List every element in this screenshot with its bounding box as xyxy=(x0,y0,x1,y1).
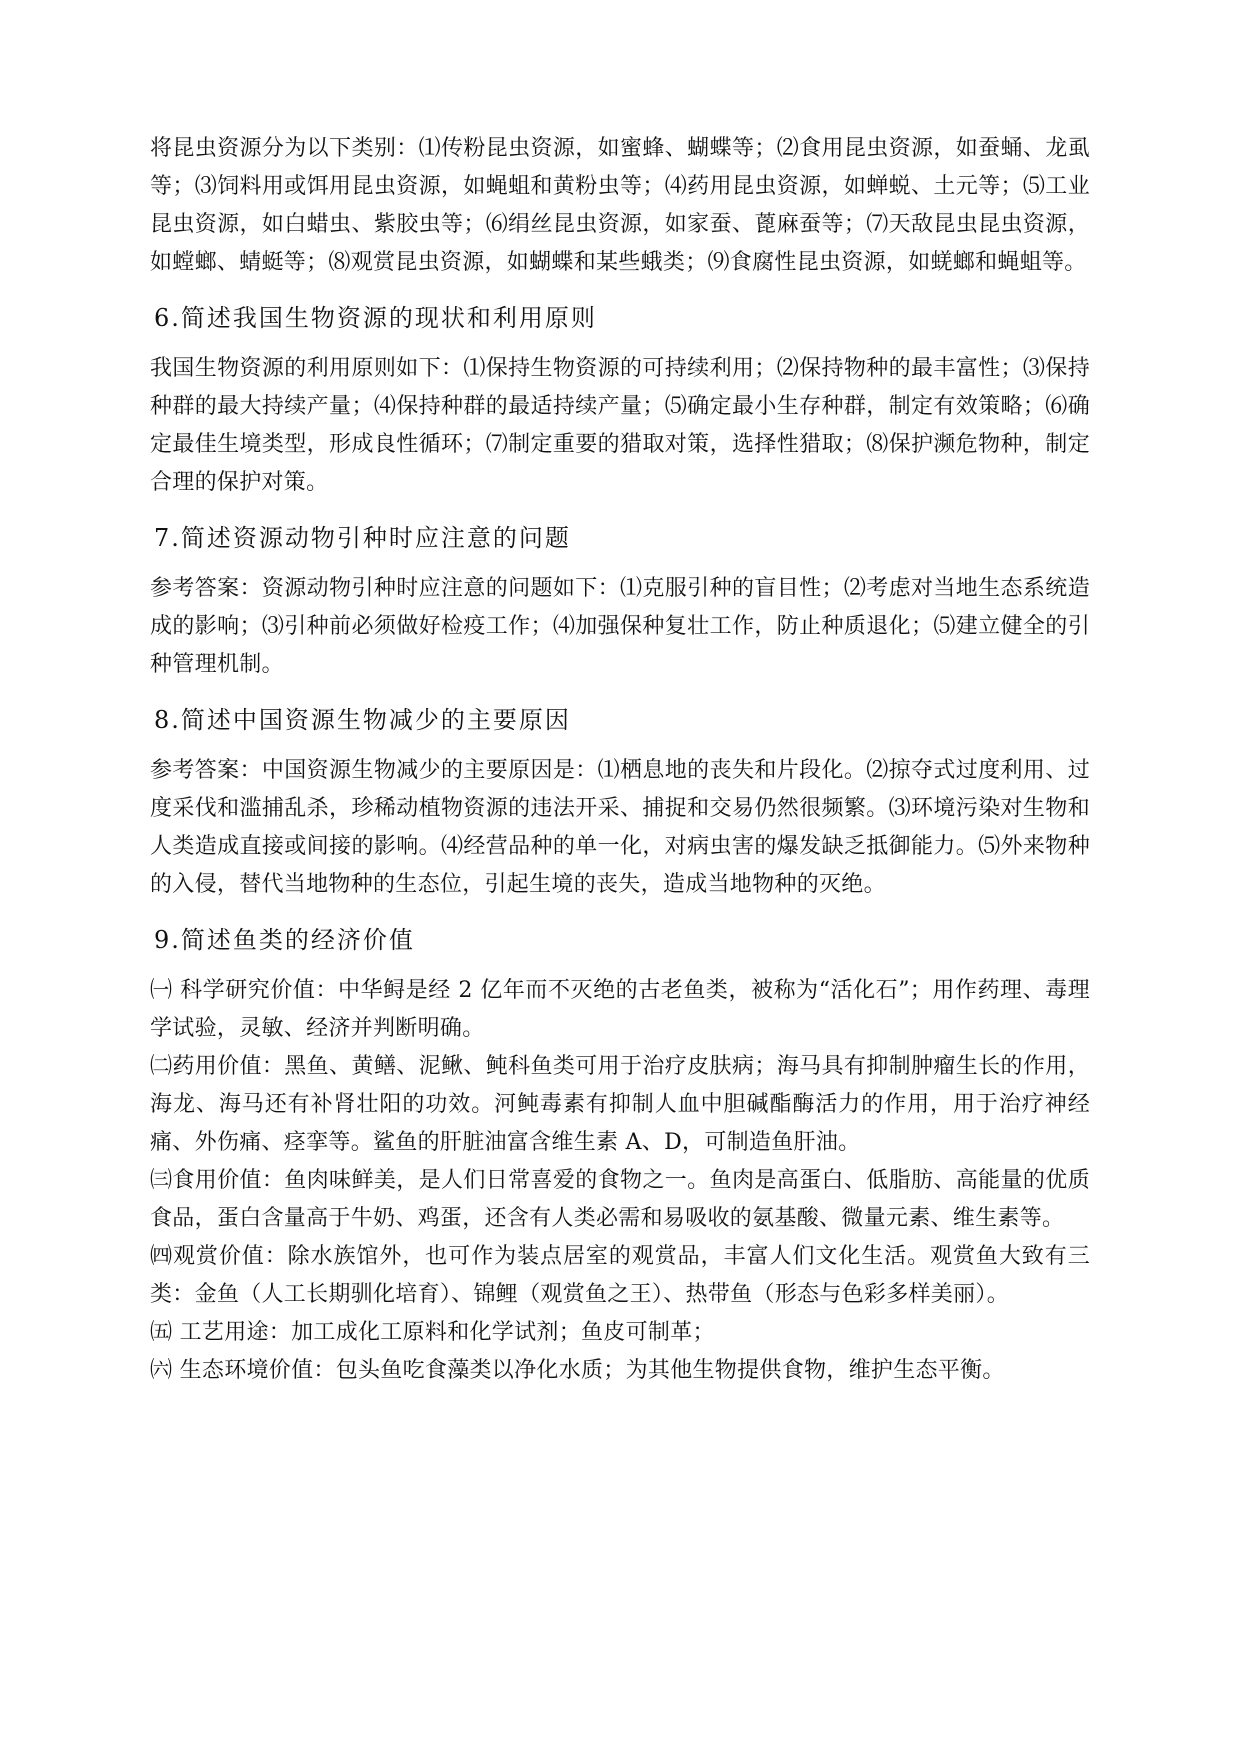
section-heading: 8.简述中国资源生物减少的主要原因 xyxy=(154,706,571,734)
section-6 xyxy=(150,300,1090,502)
section-8 xyxy=(150,702,1090,904)
section-9 xyxy=(150,922,1090,1390)
section-heading: 9.简述鱼类的经济价值 xyxy=(154,926,415,954)
section-heading: 7.简述资源动物引种时应注意的问题 xyxy=(154,524,571,552)
section-7 xyxy=(150,520,1090,684)
list-item-medicinal-value: ㈡药用价值：黑鱼、黄鳝、泥鳅、鲀科鱼类可用于治疗皮肤病；海马具有抑制肿瘤生长的作用，海龙、海马还有补肾壮阳的功效。河鲀毒素有抑制人血中胆碱酯酶活力的作用，用于治疗神经痛、外伤痛、痉挛等。鲨鱼的肝脏油富含维生素 A、D，可制造鱼肝油。 xyxy=(150,1054,1090,1155)
list-item-craft-use: ㈤ 工艺用途：加工成化工原料和化学试剂；鱼皮可制革； xyxy=(150,1320,715,1345)
intro-paragraph: 将昆虫资源分为以下类别：⑴传粉昆虫资源，如蜜蜂、蝴蝶等；⑵食用昆虫资源，如蚕蛹、龙虱等；⑶饲料用或饵用昆虫资源，如蝇蛆和黄粉虫等；⑷药用昆虫资源，如蝉蜕、土元等；⑸工业昆虫资源，如白蜡虫、紫胶虫等；⑹绢丝昆虫资源，如家蚕、蓖麻蚕等；⑺天敌昆虫昆虫资源，如螳螂、蜻蜓等；⑻观赏昆虫资源，如蝴蝶和某些蛾类；⑼食腐性昆虫资源，如蜣螂和蝇蛆等。 xyxy=(150,136,1090,275)
list-item-ornamental-value: ㈣观赏价值：除水族馆外，也可作为装点居室的观赏品，丰富人们文化生活。观赏鱼大致有三类：金鱼（人工长期驯化培育）、锦鲤（观赏鱼之王）、热带鱼（形态与色彩多样美丽）。 xyxy=(150,1244,1090,1307)
section-paragraph: 参考答案：资源动物引种时应注意的问题如下：⑴克服引种的盲目性；⑵考虑对当地生态系统造成的影响；⑶引种前必须做好检疫工作；⑷加强保种复壮工作，防止种质退化；⑸建立健全的引种管理机制。 xyxy=(150,576,1090,677)
list-item-food-value: ㈢食用价值：鱼肉味鲜美，是人们日常喜爱的食物之一。鱼肉是高蛋白、低脂肪、高能量的优质食品，蛋白含量高于牛奶、鸡蛋，还含有人类必需和易吸收的氨基酸、微量元素、维生素等。 xyxy=(150,1168,1090,1231)
list-item-scientific-value: ㈠ 科学研究价值：中华鲟是经 2 亿年而不灭绝的古老鱼类，被称为“活化石”；用作药理、毒理学试验，灵敏、经济并判断明确。 xyxy=(150,978,1090,1041)
section-paragraph: 参考答案：中国资源生物减少的主要原因是：⑴栖息地的丧失和片段化。⑵掠夺式过度利用、过度采伐和滥捕乱杀，珍稀动植物资源的违法开采、捕捉和交易仍然很频繁。⑶环境污染对生物和人类造成直接或间接的影响。⑷经营品种的单一化，对病虫害的爆发缺乏抵御能力。⑸外来物种的入侵，替代当地物种的生态位，引起生境的丧失，造成当地物种的灭绝。 xyxy=(150,758,1090,897)
list-item-ecological-value: ㈥ 生态环境价值：包头鱼吃食藻类以净化水质；为其他生物提供食物，维护生态平衡。 xyxy=(150,1358,1005,1383)
section-paragraph: 我国生物资源的利用原则如下：⑴保持生物资源的可持续利用；⑵保持物种的最丰富性；⑶保持种群的最大持续产量；⑷保持种群的最适持续产量；⑸确定最小生存种群，制定有效策略；⑹确定最佳生境类型，形成良性循环；⑺制定重要的猎取对策，选择性猎取；⑻保护濒危物种，制定合理的保护对策。 xyxy=(150,356,1090,495)
section-heading: 6.简述我国生物资源的现状和利用原则 xyxy=(154,304,597,332)
document-page xyxy=(150,130,1090,1390)
